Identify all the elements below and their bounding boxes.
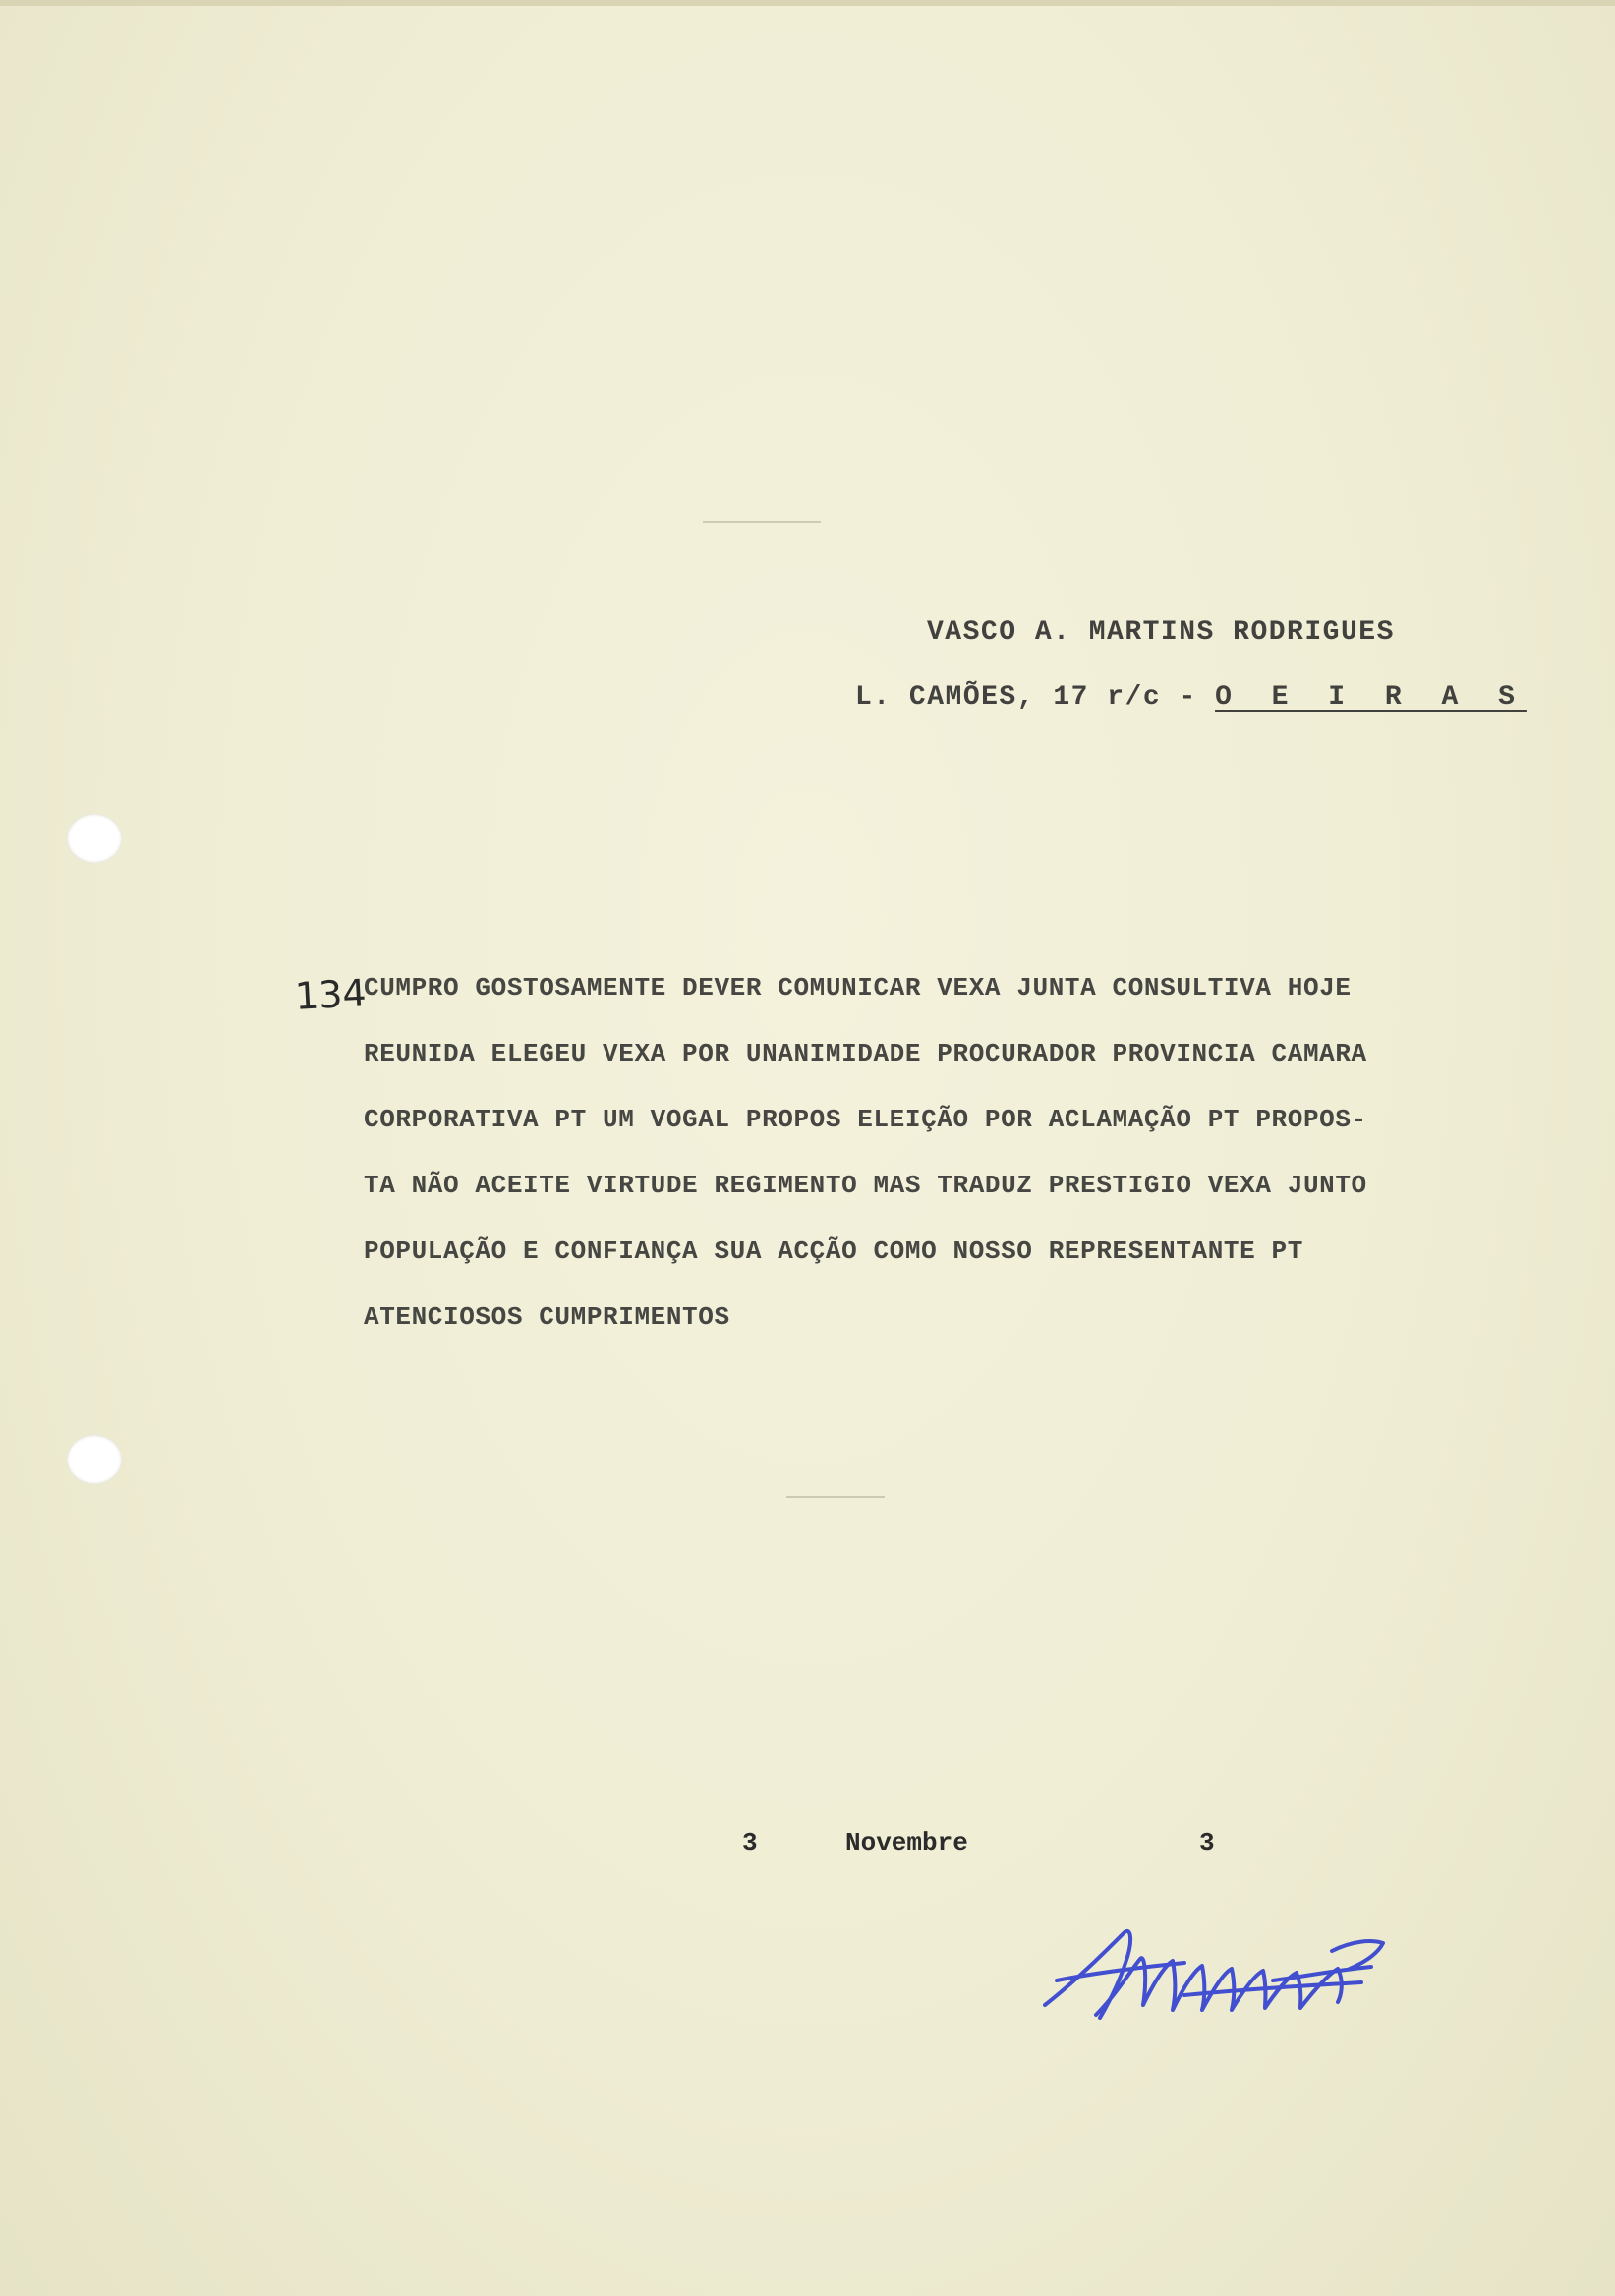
address-town: O E I R A S bbox=[1215, 682, 1527, 713]
paper-top-edge bbox=[0, 0, 1615, 6]
signature-icon bbox=[1037, 1912, 1391, 2049]
address-street: L. CAMÕES, 17 r/c - bbox=[855, 682, 1216, 713]
faint-mark bbox=[786, 1496, 885, 1498]
telegram-line: POPULAÇÃO E CONFIANÇA SUA ACÇÃO COMO NOSSO REPRESENTANTE PT bbox=[364, 1236, 1303, 1266]
addressee-address bbox=[855, 682, 1527, 713]
telegram-line: REUNIDA ELEGEU VEXA POR UNANIMIDADE PROCURADOR PROVINCIA CAMARA bbox=[364, 1039, 1367, 1068]
telegram-number: 134 bbox=[293, 971, 368, 1018]
date-month: Novembre bbox=[845, 1828, 968, 1858]
telegram-line: TA NÃO ACEITE VIRTUDE REGIMENTO MAS TRADUZ PRESTIGIO VEXA JUNTO bbox=[364, 1171, 1367, 1200]
faint-mark bbox=[703, 521, 821, 523]
date-day: 3 bbox=[742, 1828, 758, 1858]
telegram-line: CUMPRO GOSTOSAMENTE DEVER COMUNICAR VEXA JUNTA CONSULTIVA HOJE bbox=[364, 973, 1352, 1003]
punch-hole-icon bbox=[67, 1435, 122, 1484]
date-year-digit: 3 bbox=[1199, 1828, 1215, 1858]
punch-hole-icon bbox=[67, 814, 122, 863]
telegram-line: CORPORATIVA PT UM VOGAL PROPOS ELEIÇÃO POR ACLAMAÇÃO PT PROPOS- bbox=[364, 1105, 1367, 1134]
addressee-name: VASCO A. MARTINS RODRIGUES bbox=[927, 617, 1395, 648]
telegram-line: ATENCIOSOS CUMPRIMENTOS bbox=[364, 1302, 730, 1332]
telegram-body bbox=[364, 968, 1367, 1363]
